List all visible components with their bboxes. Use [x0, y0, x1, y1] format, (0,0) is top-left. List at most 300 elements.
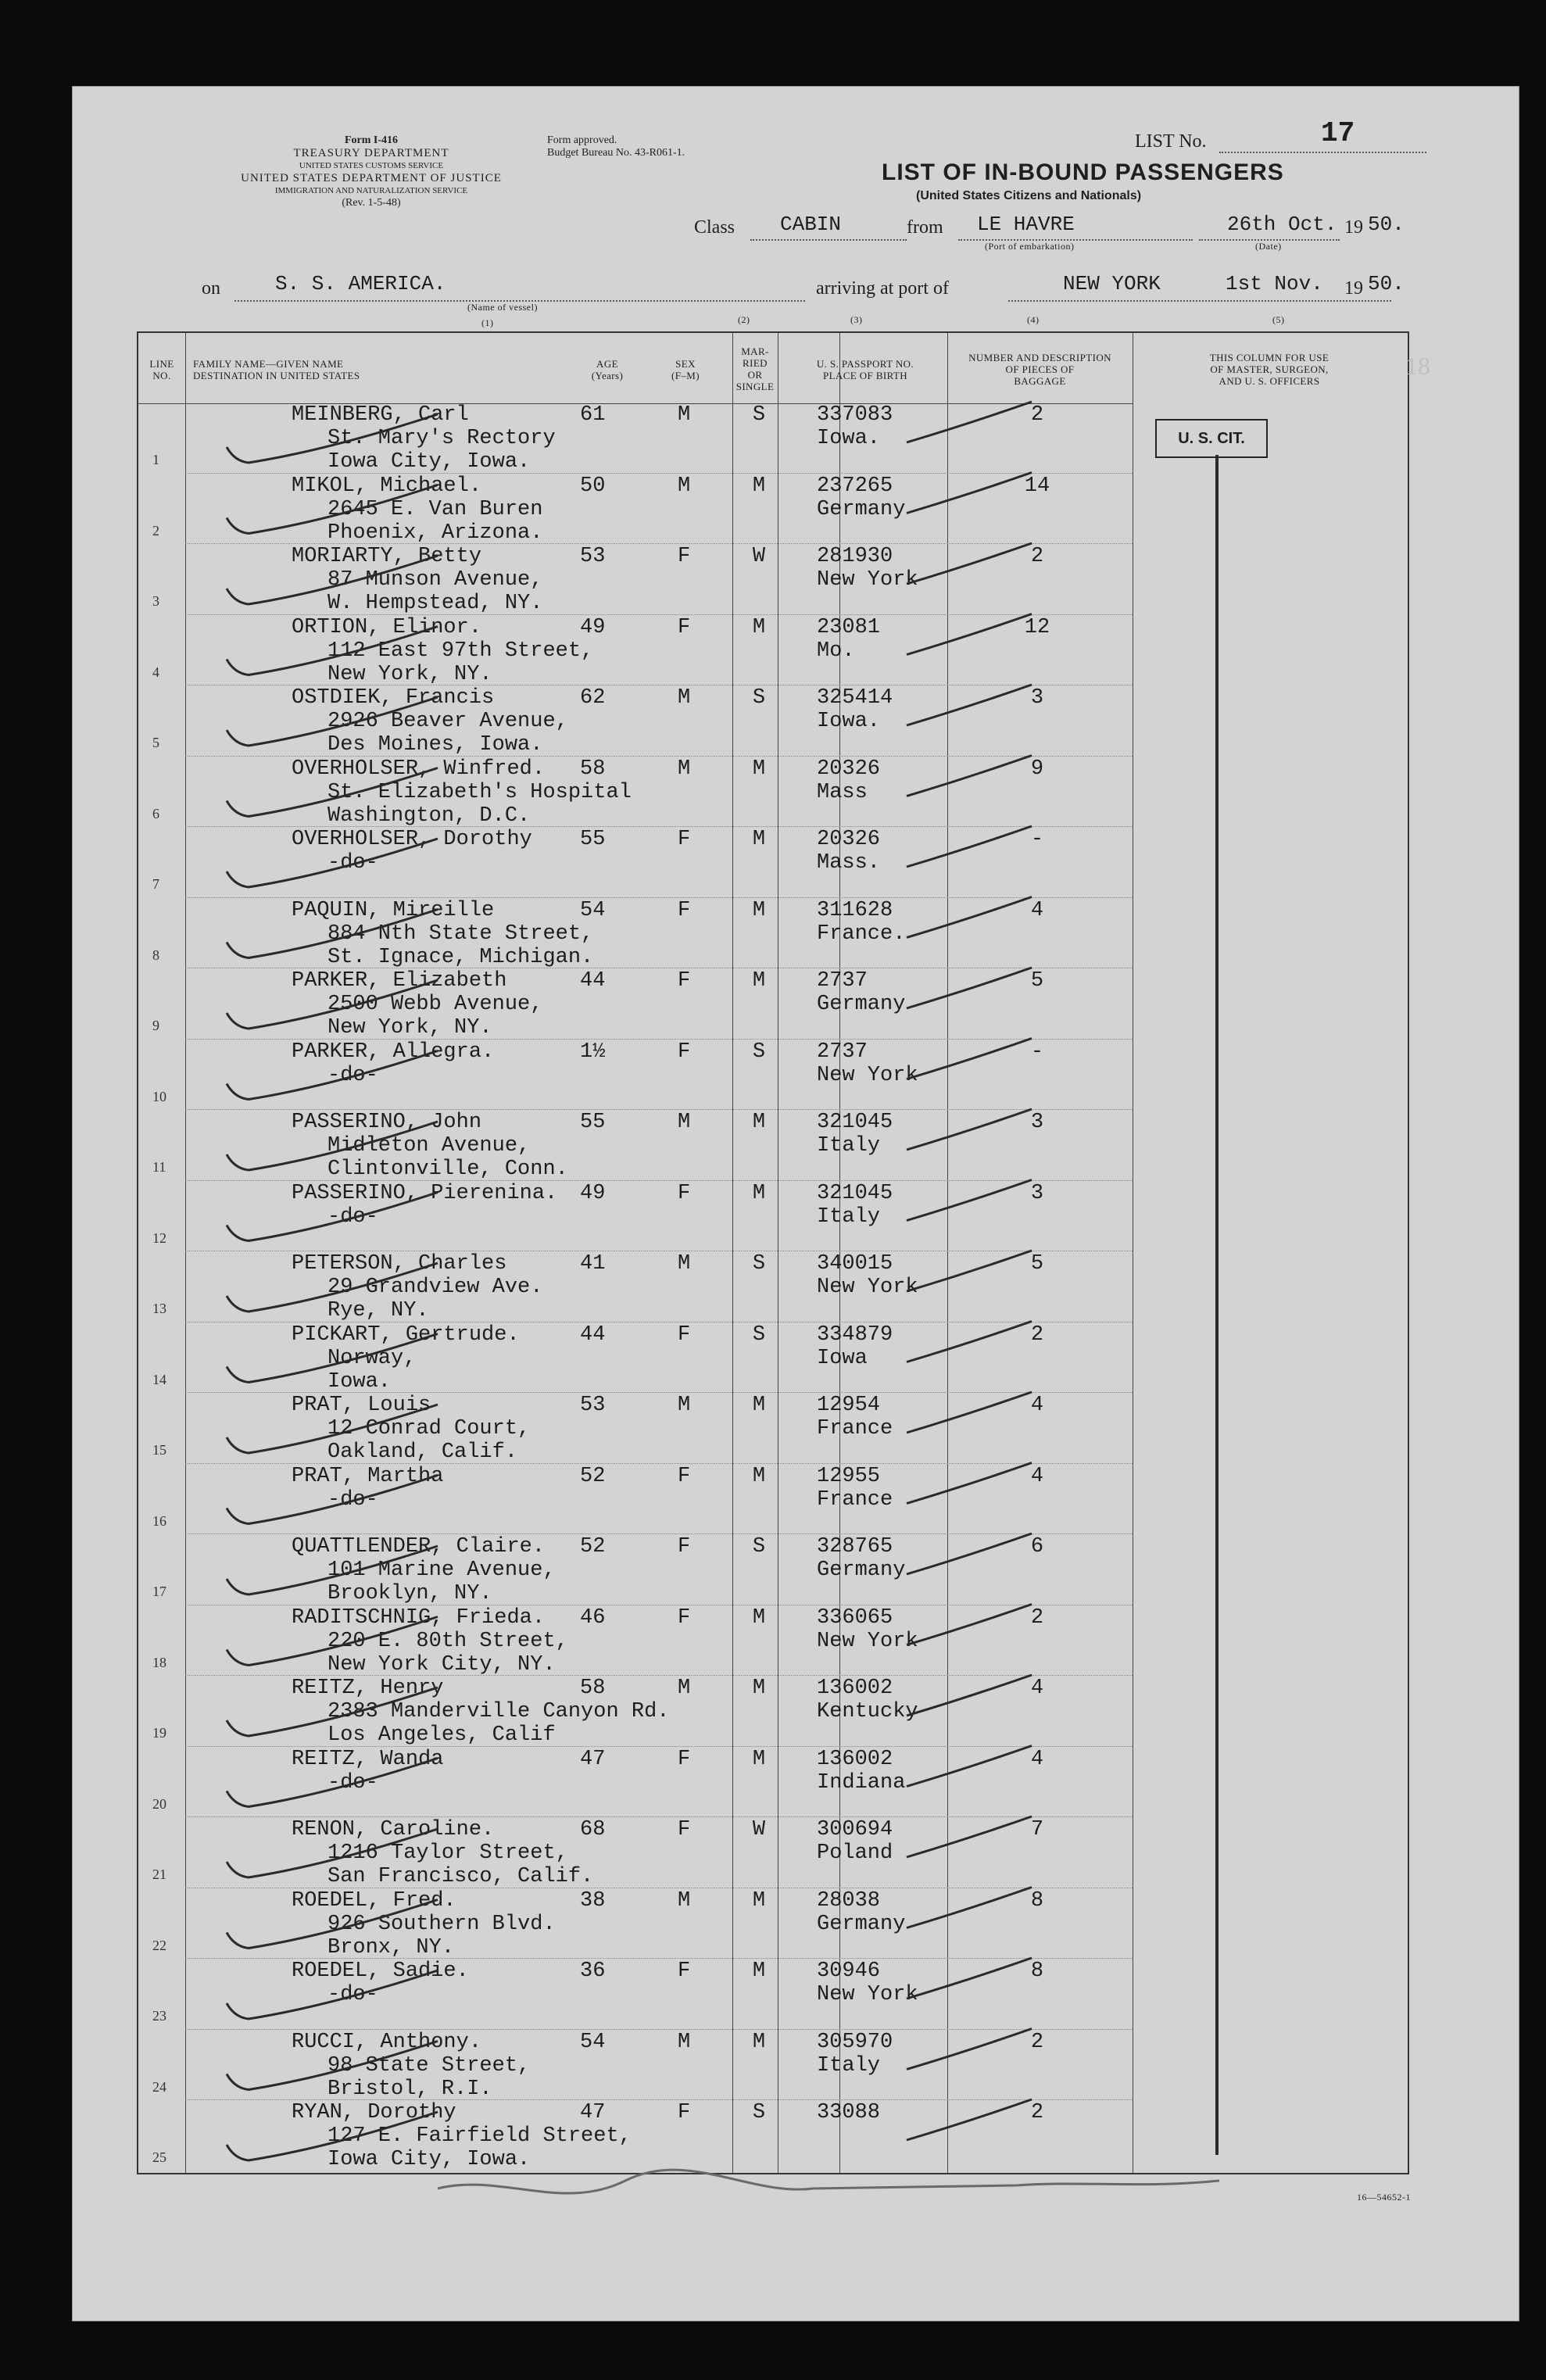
passenger-address-1: 87 Munson Avenue,: [327, 568, 543, 592]
from-value: LE HAVRE: [977, 213, 1075, 236]
baggage-count: 5: [1030, 969, 1044, 993]
passenger-marital-status: S: [752, 1040, 766, 1064]
list-no-value: 17: [1321, 117, 1355, 149]
line-number: 2: [152, 522, 159, 539]
place-of-birth: Poland: [817, 1841, 893, 1865]
passenger-address-2: Bristol, R.I.: [327, 2077, 492, 2101]
passenger-marital-status: W: [752, 1818, 766, 1841]
check-mark: [227, 1193, 438, 1241]
passenger-marital-status: M: [752, 1111, 766, 1134]
check-mark: [907, 614, 1032, 655]
check-mark: [227, 556, 438, 604]
baggage-count: -: [1030, 828, 1044, 851]
pencil-page-number: 18: [1405, 352, 1430, 380]
check-mark: [907, 1605, 1032, 1645]
passenger-address-1: 112 East 97th Street,: [327, 639, 594, 663]
baggage-count: 2: [1030, 2030, 1044, 2054]
header-officers: THIS COLUMN FOR USE OF MASTER, SURGEON, AND U. S. OFFICERS: [1209, 352, 1329, 387]
line-number: 5: [152, 735, 159, 750]
passenger-name: RADITSCHNIG, Frieda.: [292, 1605, 546, 1630]
line-number: 14: [152, 1371, 166, 1387]
passenger-address-1: Midleton Avenue,: [327, 1134, 531, 1158]
passenger-address-2: New York, NY.: [327, 662, 492, 686]
passport-number: 20326: [817, 757, 881, 781]
line-number: 12: [152, 1229, 166, 1246]
check-mark: [227, 768, 438, 817]
place-of-birth: Germany: [817, 1559, 906, 1582]
line-number: 15: [152, 1442, 166, 1458]
passenger-sex: F: [678, 2101, 691, 2124]
check-mark: [907, 1816, 1032, 1857]
budget-bureau: Budget Bureau No. 43-R061-1.: [547, 147, 685, 159]
passenger-age: 49: [580, 1181, 606, 1205]
passenger-address-2: Des Moines, Iowa.: [327, 733, 543, 757]
passport-number: 336065: [817, 1605, 893, 1630]
passenger-name: ORTION, Elinor.: [292, 615, 482, 639]
footer-code: 16—54652-1: [1357, 2192, 1411, 2203]
baggage-count: 7: [1030, 1818, 1044, 1841]
passenger-name: PRAT, Louis: [292, 1394, 431, 1417]
check-mark: [227, 1263, 438, 1312]
passenger-name: MIKOL, Michael.: [292, 474, 482, 498]
passport-number: 2737: [817, 1040, 868, 1064]
passport-number: 237265: [817, 474, 893, 498]
passenger-name: PASSERINO, Pierenina.: [292, 1181, 558, 1205]
list-no-label: LIST No.: [1135, 131, 1207, 152]
line-number: 23: [152, 2008, 166, 2024]
passenger-marital-status: M: [752, 1464, 766, 1488]
passenger-sex: F: [678, 1747, 691, 1771]
us-citizen-stamp: U. S. CIT.: [1155, 419, 1268, 458]
passenger-sex: M: [678, 757, 691, 781]
check-mark: [227, 1829, 438, 1877]
check-mark: [227, 1617, 438, 1666]
passenger-name: PRAT, Martha: [292, 1464, 444, 1488]
baggage-count: 5: [1030, 1252, 1044, 1276]
passenger-address-1: -do-: [327, 1063, 378, 1087]
check-mark: [227, 839, 438, 887]
passenger-address-2: Oakland, Calif.: [327, 1441, 518, 1464]
line-number: 20: [152, 1795, 166, 1812]
passenger-address-2: St. Ignace, Michigan.: [327, 945, 594, 969]
passenger-address-2: Phoenix, Arizona.: [327, 521, 543, 545]
place-of-birth: Italy: [817, 1204, 881, 1229]
passenger-age: 46: [580, 1605, 606, 1630]
form-revision: (Rev. 1-5-48): [342, 197, 401, 209]
passenger-address-1: 127 E. Fairfield Street,: [327, 2124, 632, 2148]
passport-number: 20326: [817, 828, 881, 851]
passenger-sex: M: [678, 1252, 691, 1276]
passenger-address-2: New York City, NY.: [327, 1652, 556, 1677]
check-mark: [227, 1900, 438, 1949]
check-mark: [907, 543, 1032, 584]
check-mark: [907, 1109, 1032, 1150]
arrival-year-prefix: 19: [1344, 278, 1363, 299]
line-number: 19: [152, 1725, 166, 1741]
place-of-birth: New York: [817, 1629, 918, 1653]
passenger-marital-status: M: [752, 1959, 766, 1983]
baggage-count: 12: [1024, 615, 1050, 639]
check-mark: [227, 1122, 438, 1170]
passenger-marital-status: S: [752, 686, 766, 710]
passenger-address-2: Washington, D.C.: [327, 803, 531, 828]
check-mark: [907, 1958, 1032, 1999]
passenger-address-1: -do-: [327, 851, 378, 875]
check-mark: [907, 1392, 1032, 1433]
passenger-sex: M: [678, 686, 691, 710]
place-of-birth: Italy: [817, 2053, 881, 2078]
line-number: 22: [152, 1937, 166, 1953]
passenger-address-1: 884 Nth State Street,: [327, 922, 594, 946]
passenger-sex: F: [678, 828, 691, 851]
arrival-year: 50.: [1368, 272, 1405, 295]
place-of-birth: Iowa.: [817, 710, 881, 733]
line-number: 17: [152, 1584, 166, 1599]
passenger-marital-status: S: [752, 403, 766, 427]
check-mark: [907, 1534, 1032, 1574]
passenger-marital-status: M: [752, 757, 766, 781]
baggage-count: 8: [1030, 1888, 1044, 1913]
passenger-marital-status: S: [752, 2101, 766, 2124]
check-mark: [227, 1334, 438, 1383]
passport-number: 281930: [817, 545, 893, 568]
place-of-birth: Iowa.: [817, 427, 881, 450]
passport-number: 33088: [817, 2101, 881, 2124]
passenger-address-2: Iowa City, Iowa.: [327, 2148, 531, 2171]
port-caption: (Port of embarkation): [985, 241, 1075, 252]
baggage-count: 4: [1030, 1464, 1044, 1488]
passenger-marital-status: M: [752, 474, 766, 498]
passport-number: 311628: [817, 898, 893, 922]
passport-number: 12955: [817, 1464, 881, 1488]
passenger-sex: F: [678, 615, 691, 639]
passenger-address-2: Clintonville, Conn.: [327, 1158, 568, 1181]
passenger-name: OSTDIEK, Francis: [292, 686, 495, 710]
passenger-name: PAQUIN, Mireille: [292, 898, 495, 922]
passenger-address-2: New York, NY.: [327, 1016, 492, 1040]
passenger-marital-status: M: [752, 615, 766, 639]
passenger-address-1: Norway,: [327, 1346, 417, 1370]
passenger-name: ROEDEL, Fred.: [292, 1888, 456, 1913]
baggage-count: 2: [1030, 2101, 1044, 2124]
passenger-sex: F: [678, 1605, 691, 1630]
passenger-address-1: -do-: [327, 1487, 378, 1512]
check-mark: [227, 1405, 438, 1453]
check-mark: [907, 1322, 1032, 1362]
passenger-address-1: -do-: [327, 1983, 378, 2006]
passenger-address-1: 220 E. 80th Street,: [327, 1629, 568, 1653]
header-age: AGE (Years): [591, 358, 624, 381]
passenger-address-1: 12 Conrad Court,: [327, 1417, 531, 1441]
check-mark: [907, 1746, 1032, 1787]
baggage-count: 2: [1030, 1322, 1044, 1347]
passenger-age: 54: [580, 898, 606, 922]
passenger-address-2: Iowa.: [327, 1369, 392, 1394]
passport-number: 305970: [817, 2030, 893, 2054]
passport-number: 136002: [817, 1677, 893, 1700]
check-mark: [227, 414, 438, 463]
passenger-sex: F: [678, 1535, 691, 1559]
passenger-age: 58: [580, 1677, 606, 1700]
passenger-sex: F: [678, 1040, 691, 1064]
passenger-name: PARKER, Elizabeth: [292, 969, 507, 993]
baggage-count: 8: [1030, 1959, 1044, 1983]
baggage-count: 4: [1030, 1394, 1044, 1417]
passenger-marital-status: M: [752, 1888, 766, 1913]
check-mark: [227, 1970, 438, 2019]
line-number: 7: [152, 876, 159, 892]
check-mark: [907, 1675, 1032, 1716]
form-number: Form I-416: [344, 134, 399, 146]
from-label: from: [907, 217, 943, 238]
place-of-birth: Germany: [817, 497, 906, 521]
check-mark: [907, 1180, 1032, 1221]
passenger-name: PICKART, Gertrude.: [292, 1322, 520, 1347]
passport-number: 325414: [817, 686, 893, 710]
passenger-age: 54: [580, 2030, 606, 2054]
check-mark: [907, 473, 1032, 514]
baggage-count: 6: [1030, 1535, 1044, 1559]
line-number: 18: [152, 1654, 166, 1670]
place-of-birth: Mo.: [817, 639, 855, 663]
page-subtitle: (United States Citizens and Nationals): [916, 189, 1142, 202]
check-mark: [227, 980, 438, 1029]
passenger-age: 44: [580, 969, 606, 993]
passenger-marital-status: S: [752, 1322, 766, 1347]
page-title: LIST OF IN-BOUND PASSENGERS: [882, 159, 1284, 185]
passport-number: 340015: [817, 1252, 893, 1276]
passport-number: 321045: [817, 1181, 893, 1205]
passenger-name: ROEDEL, Sadie.: [292, 1959, 469, 1983]
passenger-age: 53: [580, 545, 606, 568]
passenger-marital-status: M: [752, 828, 766, 851]
passenger-marital-status: M: [752, 1394, 766, 1417]
passenger-address-1: 2926 Beaver Avenue,: [327, 710, 568, 733]
place-of-birth: France.: [817, 922, 906, 946]
passenger-age: 38: [580, 1888, 606, 1913]
line-number: 16: [152, 1512, 166, 1529]
check-mark: [907, 402, 1032, 442]
passenger-address-1: St. Elizabeth's Hospital: [327, 780, 632, 804]
passenger-age: 44: [580, 1322, 606, 1347]
place-of-birth: New York: [817, 1983, 918, 2006]
class-label: Class: [694, 217, 735, 238]
place-of-birth: Kentucky: [817, 1700, 918, 1723]
passenger-address-2: W. Hempstead, NY.: [327, 592, 543, 615]
check-mark: [227, 910, 438, 958]
check-mark: [907, 1251, 1032, 1291]
line-number: 6: [152, 805, 159, 821]
passenger-name: OVERHOLSER, Dorothy: [292, 828, 532, 851]
passenger-age: 68: [580, 1818, 606, 1841]
date-caption: (Date): [1255, 241, 1282, 252]
passport-number: 136002: [817, 1747, 893, 1771]
check-mark: [907, 2099, 1032, 2140]
passenger-sex: F: [678, 1181, 691, 1205]
baggage-count: 4: [1030, 1677, 1044, 1700]
col-num-1: (1): [481, 317, 494, 328]
check-mark: [907, 897, 1032, 938]
passenger-name: OVERHOLSER, Winfred.: [292, 757, 546, 781]
departure-year-prefix: 19: [1344, 217, 1363, 238]
passport-number: 28038: [817, 1888, 881, 1913]
passenger-age: 47: [580, 2101, 606, 2124]
passenger-name: RENON, Caroline.: [292, 1818, 495, 1841]
col-num-4: (4): [1027, 314, 1040, 325]
check-mark: [227, 1546, 438, 1594]
passenger-sex: M: [678, 474, 691, 498]
baggage-count: 2: [1030, 545, 1044, 568]
passenger-sex: F: [678, 1322, 691, 1347]
passenger-age: 55: [580, 828, 606, 851]
passenger-address-1: 101 Marine Avenue,: [327, 1559, 556, 1582]
col-num-3: (3): [850, 314, 863, 325]
passenger-address-2: Iowa City, Iowa.: [327, 450, 531, 474]
line-number: 9: [152, 1018, 159, 1033]
passenger-marital-status: M: [752, 1677, 766, 1700]
passport-number: 328765: [817, 1535, 893, 1559]
header-sex: SEX (F–M): [671, 358, 700, 381]
baggage-count: 3: [1030, 1111, 1044, 1134]
check-mark: [227, 2112, 438, 2160]
vessel-caption: (Name of vessel): [467, 302, 538, 313]
passenger-age: 36: [580, 1959, 606, 1983]
place-of-birth: Indiana: [817, 1770, 906, 1795]
passenger-marital-status: M: [752, 1747, 766, 1771]
passenger-name: MORIARTY, Betty: [292, 545, 482, 568]
passenger-address-1: -do-: [327, 1204, 378, 1229]
passenger-sex: M: [678, 1888, 691, 1913]
passenger-age: 47: [580, 1747, 606, 1771]
check-mark: [907, 756, 1032, 796]
baggage-count: -: [1030, 1040, 1044, 1064]
passenger-sex: F: [678, 1464, 691, 1488]
passenger-sex: M: [678, 1111, 691, 1134]
passenger-name: PARKER, Allegra.: [292, 1040, 495, 1064]
passenger-address-2: Los Angeles, Calif: [327, 1723, 556, 1747]
header-married: MAR- RIED OR SINGLE: [735, 345, 775, 392]
passenger-sex: M: [678, 1394, 691, 1417]
baggage-count: 2: [1030, 403, 1044, 427]
passport-number: 23081: [817, 615, 881, 639]
passenger-sex: F: [678, 1818, 691, 1841]
passenger-marital-status: S: [752, 1535, 766, 1559]
passport-number: 321045: [817, 1111, 893, 1134]
place-of-birth: New York: [817, 1063, 918, 1087]
passenger-name: REITZ, Wanda: [292, 1747, 444, 1771]
arrival-date: 1st Nov.: [1226, 272, 1323, 295]
passenger-age: 61: [580, 403, 606, 427]
passenger-marital-status: M: [752, 969, 766, 993]
place-of-birth: Mass: [817, 780, 868, 804]
dept-customs: UNITED STATES CUSTOMS SERVICE: [299, 161, 444, 170]
place-of-birth: France: [817, 1417, 893, 1441]
check-mark: [227, 485, 438, 534]
baggage-count: 3: [1030, 1181, 1044, 1205]
col-num-2: (2): [738, 314, 750, 325]
place-of-birth: Germany: [817, 993, 906, 1016]
passenger-name: PETERSON, Charles: [292, 1252, 507, 1276]
line-number: 24: [152, 2078, 166, 2095]
passport-number: 2737: [817, 969, 868, 993]
passenger-address-1: 2500 Webb Avenue,: [327, 993, 543, 1016]
passenger-sex: F: [678, 545, 691, 568]
line-number: 3: [152, 593, 159, 609]
passenger-age: 52: [580, 1535, 606, 1559]
baggage-count: 9: [1030, 757, 1044, 781]
passenger-marital-status: S: [752, 1252, 766, 1276]
check-mark: [227, 2042, 438, 2090]
passport-number: 30946: [817, 1959, 881, 1983]
baggage-count: 4: [1030, 1747, 1044, 1771]
check-mark: [907, 2029, 1032, 2070]
passenger-marital-status: M: [752, 2030, 766, 2054]
dept-ins: IMMIGRATION AND NATURALIZATION SERVICE: [274, 186, 468, 195]
passenger-sex: F: [678, 1959, 691, 1983]
check-mark: [227, 1687, 438, 1736]
passenger-address-2: Brooklyn, NY.: [327, 1582, 492, 1605]
check-mark: [227, 697, 438, 746]
passenger-marital-status: M: [752, 1181, 766, 1205]
passenger-name: RYAN, Dorothy: [292, 2101, 456, 2124]
passenger-marital-status: W: [752, 545, 766, 568]
passenger-age: 50: [580, 474, 606, 498]
passenger-name: RUCCI, Anthony.: [292, 2030, 482, 2054]
passenger-sex: F: [678, 898, 691, 922]
line-number: 1: [152, 452, 159, 467]
arriving-label: arriving at port of: [816, 278, 949, 299]
passenger-address-2: Rye, NY.: [327, 1299, 429, 1322]
check-mark: [227, 1051, 438, 1100]
passenger-name: QUATTLENDER, Claire.: [292, 1535, 546, 1559]
passenger-address-1: 2383 Manderville Canyon Rd.: [327, 1700, 670, 1723]
passport-number: 12954: [817, 1394, 881, 1417]
place-of-birth: Mass.: [817, 851, 881, 875]
passenger-marital-status: M: [752, 898, 766, 922]
passenger-age: 1½: [580, 1040, 606, 1064]
vessel-name: S. S. AMERICA.: [275, 272, 446, 295]
check-mark: [227, 1476, 438, 1524]
passenger-address-1: 29 Grandview Ave.: [327, 1276, 543, 1299]
passenger-age: 49: [580, 615, 606, 639]
class-value: CABIN: [780, 213, 842, 236]
header-baggage: NUMBER AND DESCRIPTION OF PIECES OF BAGGAGE: [968, 352, 1111, 387]
passenger-sex: M: [678, 403, 691, 427]
check-mark: [227, 627, 438, 675]
check-mark: [907, 1888, 1032, 1928]
place-of-birth: Italy: [817, 1134, 881, 1158]
col-num-5: (5): [1272, 314, 1285, 325]
baggage-count: 4: [1030, 898, 1044, 922]
passenger-age: 52: [580, 1464, 606, 1488]
passenger-address-1: 98 State Street,: [327, 2053, 531, 2078]
line-number: 13: [152, 1301, 166, 1316]
check-mark: [907, 1039, 1032, 1079]
place-of-birth: France: [817, 1487, 893, 1512]
baggage-count: 3: [1030, 686, 1044, 710]
place-of-birth: Germany: [817, 1912, 906, 1936]
departure-date: 26th Oct.: [1227, 213, 1337, 236]
line-number: 11: [152, 1159, 166, 1175]
dept-justice: UNITED STATES DEPARTMENT OF JUSTICE: [241, 172, 502, 184]
passenger-name: PASSERINO, John: [292, 1111, 482, 1134]
line-number: 4: [152, 664, 159, 680]
place-of-birth: New York: [817, 1276, 918, 1299]
passenger-age: 62: [580, 686, 606, 710]
check-mark: [907, 1463, 1032, 1504]
dept-treasury: TREASURY DEPARTMENT: [293, 147, 449, 159]
header-line-no: LINE NO.: [149, 358, 174, 381]
